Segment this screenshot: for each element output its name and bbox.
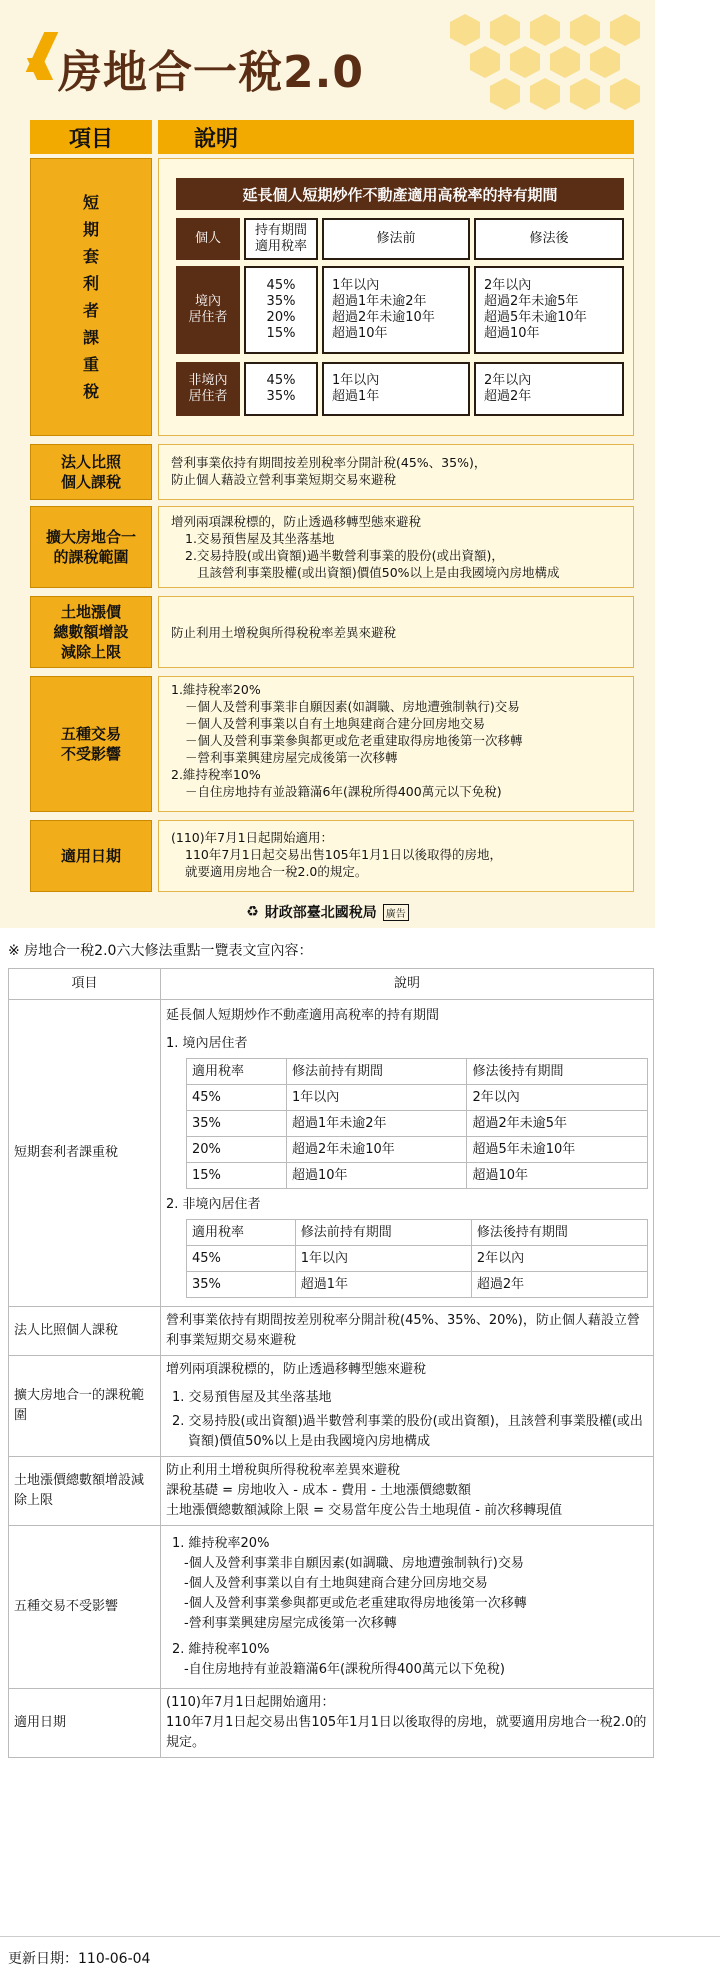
divider [0,1936,720,1937]
item-cell: 短期套利者課重稅 [9,1000,161,1307]
poster-row-label: 五種交易 不受影響 [30,676,152,812]
poster-rates: 45% 35% 20% 15% [244,266,318,354]
poster-row-desc: 增列兩項課稅標的，防止透過移轉型態來避稅 1.交易預售屋及其坐落基地 2.交易持股(或出資額)過半數營利事業的股份(或出資額)， 且該營利事業股權(或出資額)價值50%以上是由我國境內房地構成 [158,506,634,588]
column-header: 項目 [9,969,161,1000]
table-row [9,1000,654,1307]
poster-image [0,0,655,928]
desc-cell: 營利事業依持有期間按差別稅率分開計稅(45%、35%、20%)，防止個人藉設立營利事業短期交易來避稅 [161,1307,654,1356]
poster-row-label: 短期套利者課重稅 [30,158,152,436]
item-cell: 土地漲價總數額增設減除上限 [9,1457,161,1526]
poster-head-cell: 修法前 [322,218,470,260]
poster-footer: ♻ 財政部臺北國稅局 廣告 [0,900,655,924]
summary-table [8,968,654,1758]
poster-after: 2年以內 超過2年 [474,362,624,416]
poster-row-label: 適用日期 [30,820,152,892]
hexagon-decoration [430,12,650,122]
item-cell: 五種交易不受影響 [9,1526,161,1689]
table-row [9,1356,654,1457]
table-caption: ※ 房地合一稅2.0六大修法重點一覽表文宣內容： [8,943,313,959]
poster-resident-label: 境內 居住者 [176,266,240,354]
table-row [9,1526,654,1689]
resident-table: 適用稅率 修法前持有期間 修法後持有期間 45% 1年以內 2年以內 35% 超過1年未逾2年 超過2年未逾5年 20% 超過2年未逾10年 超過5年未逾10年 15% 超過10年 超過10年 [186,1058,648,1189]
table-row [9,1307,654,1356]
table-row [9,1689,654,1758]
desc-cell: 防止利用土增稅與所得稅稅率差異來避稅 課稅基礎 = 房地收入 - 成本 - 費用 - 土地漲價總數額 土地漲價總數額減除上限 = 交易當年度公告土地現值 - 前次移轉現值 [161,1457,654,1526]
poster-header-item: 項目 [30,120,152,154]
desc-cell: 1. 維持稅率20% -個人及營利事業非自願因素(如調職、房地遭強制執行)交易 -個人及營利事業以自有土地與建商合建分回房地交易 -個人及營利事業參與都更或危老重建取得房地後第一次移轉 -營利事業興建房屋完成後第一次移轉 2. 維持稅率10% -自住房地持有並設籍滿6年(課稅所得400萬元以下免稅) [161,1526,654,1689]
poster-title: 房地合一稅2.0 [58,47,364,98]
poster-before: 1年以內 超過1年未逾2年 超過2年未逾10年 超過10年 [322,266,470,354]
poster-after: 2年以內 超過2年未逾5年 超過5年未逾10年 超過10年 [474,266,624,354]
poster-row-desc: (110)年7月1日起開始適用： 110年7月1日起交易出售105年1月1日以後取得的房地， 就要適用房地合一稅2.0的規定。 [158,820,634,892]
poster-banner: 延長個人短期炒作不動產適用高稅率的持有期間 [176,178,624,210]
poster-row-desc: 營利事業依持有期間按差別稅率分開計稅(45%、35%)， 防止個人藉設立營利事業短期交易來避稅 [158,444,634,500]
poster-rates: 45% 35% [244,362,318,416]
poster-row-desc: 防止利用土增稅與所得稅稅率差異來避稅 [158,596,634,668]
table-row [9,1457,654,1526]
poster-head-cell: 持有期間 適用稅率 [244,218,318,260]
table-header-row [9,969,654,1000]
column-header: 說明 [161,969,654,1000]
desc-cell: 延長個人短期炒作不動產適用高稅率的持有期間 1. 境內居住者 適用稅率 修法前持有期間 修法後持有期間 45% 1年以內 2年以內 35% 超過1年未逾2年 超過2年未逾5年 20% 超過2年未逾10年 超過5年未逾10年 15% 超過10年 超過10年 2. 非境內居住者 適用稅率 修法前持有期間 修法後持有期間 45% 1年以內 2年以內 35% 超過1年 超過2年 [161,1000,654,1307]
item-cell: 適用日期 [9,1689,161,1758]
item-cell: 擴大房地合一的課稅範圍 [9,1356,161,1457]
item-cell: 法人比照個人課稅 [9,1307,161,1356]
poster-nonresident-label: 非境內 居住者 [176,362,240,416]
agency-logo-icon: ♻ [246,904,259,920]
poster-head-cell: 修法後 [474,218,624,260]
poster-before: 1年以內 超過1年 [322,362,470,416]
poster-row-label: 法人比照 個人課稅 [30,444,152,500]
poster-row-desc: 1.維持稅率20% －個人及營利事業非自願因素(如調職、房地遭強制執行)交易 －個人及營利事業以自有土地與建商合建分回房地交易 －個人及營利事業參與都更或危老重建取得房地後第一次移轉 －營利事業興建房屋完成後第一次移轉 2.維持稅率10% －自住房地持有並設籍滿6年(課稅所得400萬元以下免稅) [158,676,634,812]
update-date: 更新日期：110-06-04 [8,1951,151,1967]
desc-cell: (110)年7月1日起開始適用： 110年7月1日起交易出售105年1月1日以後取得的房地，就要適用房地合一稅2.0的規定。 [161,1689,654,1758]
poster-row-label: 擴大房地合一 的課稅範圍 [30,506,152,588]
poster-header-desc: 說明 [158,120,634,154]
poster-row-label: 土地漲價 總數額增設 減除上限 [30,596,152,668]
poster-head-cell: 個人 [176,218,240,260]
nonresident-table: 適用稅率 修法前持有期間 修法後持有期間 45% 1年以內 2年以內 35% 超過1年 超過2年 [186,1219,648,1298]
desc-cell: 增列兩項課稅標的，防止透過移轉型態來避稅 1. 交易預售屋及其坐落基地 2. 交易持股(或出資額)過半數營利事業的股份(或出資額)，且該營利事業股權(或出資額)價值50%以上是由我國境內房地構成 [161,1356,654,1457]
